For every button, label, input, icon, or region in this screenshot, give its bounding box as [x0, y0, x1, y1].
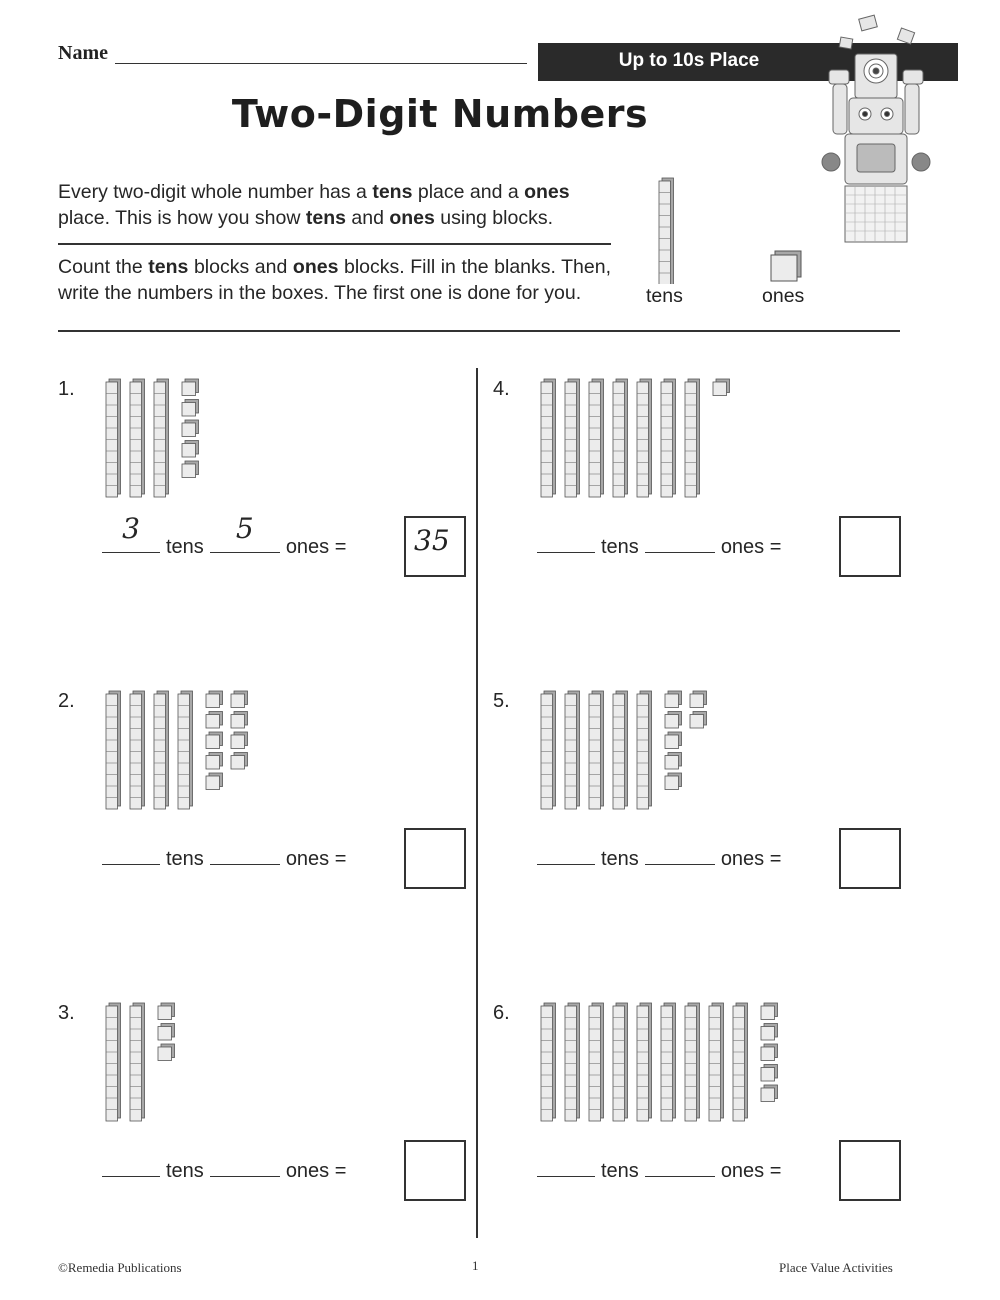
sample-rod [659, 178, 674, 284]
base-ten-blocks [104, 378, 394, 498]
problem-number: 4. [493, 378, 510, 400]
answer-box[interactable] [404, 516, 466, 577]
problem-3 [58, 1002, 468, 1212]
tens-rod [733, 1003, 748, 1121]
tens-rod [637, 1003, 652, 1121]
tens-answer: 3 [122, 512, 140, 545]
tens-rod [685, 1003, 700, 1121]
tens-rod [613, 1003, 628, 1121]
ones-cube [761, 1044, 778, 1061]
tens-rod [130, 691, 145, 809]
ones-cube [231, 753, 248, 770]
ones-cube [665, 773, 682, 790]
tens-blank[interactable] [102, 512, 160, 553]
problem-5 [493, 690, 903, 900]
tens-rod [589, 691, 604, 809]
header-divider [58, 330, 900, 332]
problem-number: 2. [58, 690, 75, 712]
tens-label: tens [166, 1160, 204, 1182]
tens-rod [565, 691, 580, 809]
ones-cube [690, 712, 707, 729]
footer-copyright: ©Remedia Publications [58, 1260, 182, 1275]
ones-label: ones = [285, 1160, 347, 1182]
ones-cube [182, 461, 199, 478]
tens-rod [106, 691, 121, 809]
footer-book-title: Place Value Activities [779, 1260, 893, 1275]
robot-mascot-illustration [815, 14, 945, 246]
equation [102, 512, 347, 559]
problem-4 [493, 378, 903, 588]
ones-blank[interactable] [645, 842, 715, 865]
column-divider [476, 368, 478, 1238]
tens-label: tens [601, 1160, 639, 1182]
tens-rod [589, 379, 604, 497]
ones-cube [182, 420, 199, 437]
ones-cube [158, 1044, 175, 1061]
tens-rod [565, 379, 580, 497]
ones-cube [690, 691, 707, 708]
problem-1 [58, 378, 468, 588]
ones-cube [182, 441, 199, 458]
ones-cube [231, 732, 248, 749]
answer-box[interactable] [404, 1140, 466, 1201]
footer-page-number: 1 [472, 1258, 479, 1273]
tens-rod [541, 379, 556, 497]
answer-box[interactable] [839, 828, 901, 889]
sample-tens-label: tens [646, 285, 683, 307]
problem-2 [58, 690, 468, 900]
intro-paragraph: Every two-digit whole number has a tens place and a ones place. This is how you show tens and ones using blocks. [58, 181, 570, 229]
base-ten-blocks [539, 1002, 829, 1122]
ones-cube [206, 753, 223, 770]
intro-divider [58, 243, 611, 245]
ones-cube [206, 712, 223, 729]
ones-cube [665, 691, 682, 708]
ones-label: ones = [720, 536, 782, 558]
tens-rod [565, 1003, 580, 1121]
tens-rod [154, 379, 169, 497]
ones-cube [665, 753, 682, 770]
equation [537, 1154, 781, 1183]
directions-paragraph: Count the tens blocks and ones blocks. Fill in the blanks. Then, write the numbers in the boxes. The first one is done for you. [58, 256, 612, 304]
tens-rod [130, 379, 145, 497]
tens-label: tens [601, 848, 639, 870]
ones-cube [761, 1024, 778, 1041]
ones-cube [761, 1065, 778, 1082]
tens-blank[interactable] [537, 842, 595, 865]
answer-value: 35 [414, 524, 450, 557]
ones-cube [206, 773, 223, 790]
ones-cube [713, 379, 730, 396]
problem-number: 1. [58, 378, 75, 400]
ones-label: ones = [720, 848, 782, 870]
tens-rod [661, 379, 676, 497]
tens-label: tens [166, 536, 204, 558]
answer-box[interactable] [839, 1140, 901, 1201]
tens-rod [178, 691, 193, 809]
tens-rod [130, 1003, 145, 1121]
ones-label: ones = [720, 1160, 782, 1182]
tens-blank[interactable] [102, 1154, 160, 1177]
base-ten-blocks [104, 690, 394, 810]
ones-blank[interactable] [645, 530, 715, 553]
equation [102, 1154, 346, 1183]
base-ten-blocks [104, 1002, 394, 1122]
sample-tens-rod [650, 176, 680, 284]
sample-ones-label: ones [762, 285, 805, 307]
name-label: Name [58, 42, 108, 64]
ones-cube [761, 1003, 778, 1020]
problem-6 [493, 1002, 903, 1212]
equation [537, 842, 781, 871]
ones-cube [231, 691, 248, 708]
tens-rod [685, 379, 700, 497]
ones-cube [158, 1024, 175, 1041]
tens-rod [541, 691, 556, 809]
tens-rod [106, 379, 121, 497]
tens-rod [637, 379, 652, 497]
sample-ones-cube [769, 250, 805, 284]
tens-rod [589, 1003, 604, 1121]
tens-rod [613, 691, 628, 809]
ones-cube [182, 400, 199, 417]
name-blank-line[interactable] [115, 63, 527, 64]
ones-cube [182, 379, 199, 396]
sample-cube [771, 251, 801, 281]
page-title: Two-Digit Numbers [231, 92, 649, 136]
ones-blank[interactable] [210, 842, 280, 865]
tens-rod [613, 379, 628, 497]
tens-rod [106, 1003, 121, 1121]
ones-label: ones = [285, 848, 347, 870]
tens-rod [637, 691, 652, 809]
equation [537, 530, 781, 559]
ones-cube [665, 732, 682, 749]
ones-answer: 5 [235, 512, 254, 545]
problem-number: 3. [58, 1002, 75, 1024]
ones-blank[interactable] [210, 512, 280, 553]
section-banner-label: Up to 10s Place [618, 50, 760, 71]
base-ten-blocks [539, 690, 829, 810]
ones-cube [665, 712, 682, 729]
ones-cube [231, 712, 248, 729]
problem-number: 5. [493, 690, 510, 712]
problem-number: 6. [493, 1002, 510, 1024]
tens-label: tens [601, 536, 639, 558]
answer-box[interactable] [404, 828, 466, 889]
tens-label: tens [166, 848, 204, 870]
ones-cube [206, 691, 223, 708]
tens-rod [661, 1003, 676, 1121]
equation [102, 842, 346, 871]
ones-label: ones = [285, 536, 347, 558]
tens-blank[interactable] [102, 842, 160, 865]
ones-blank[interactable] [210, 1154, 280, 1177]
ones-cube [158, 1003, 175, 1020]
tens-blank[interactable] [537, 530, 595, 553]
ones-cube [761, 1085, 778, 1102]
tens-rod [709, 1003, 724, 1121]
tens-rod [154, 691, 169, 809]
tens-blank[interactable] [537, 1154, 595, 1177]
base-ten-blocks [539, 378, 829, 498]
tens-rod [541, 1003, 556, 1121]
answer-box[interactable] [839, 516, 901, 577]
ones-cube [206, 732, 223, 749]
ones-blank[interactable] [645, 1154, 715, 1177]
